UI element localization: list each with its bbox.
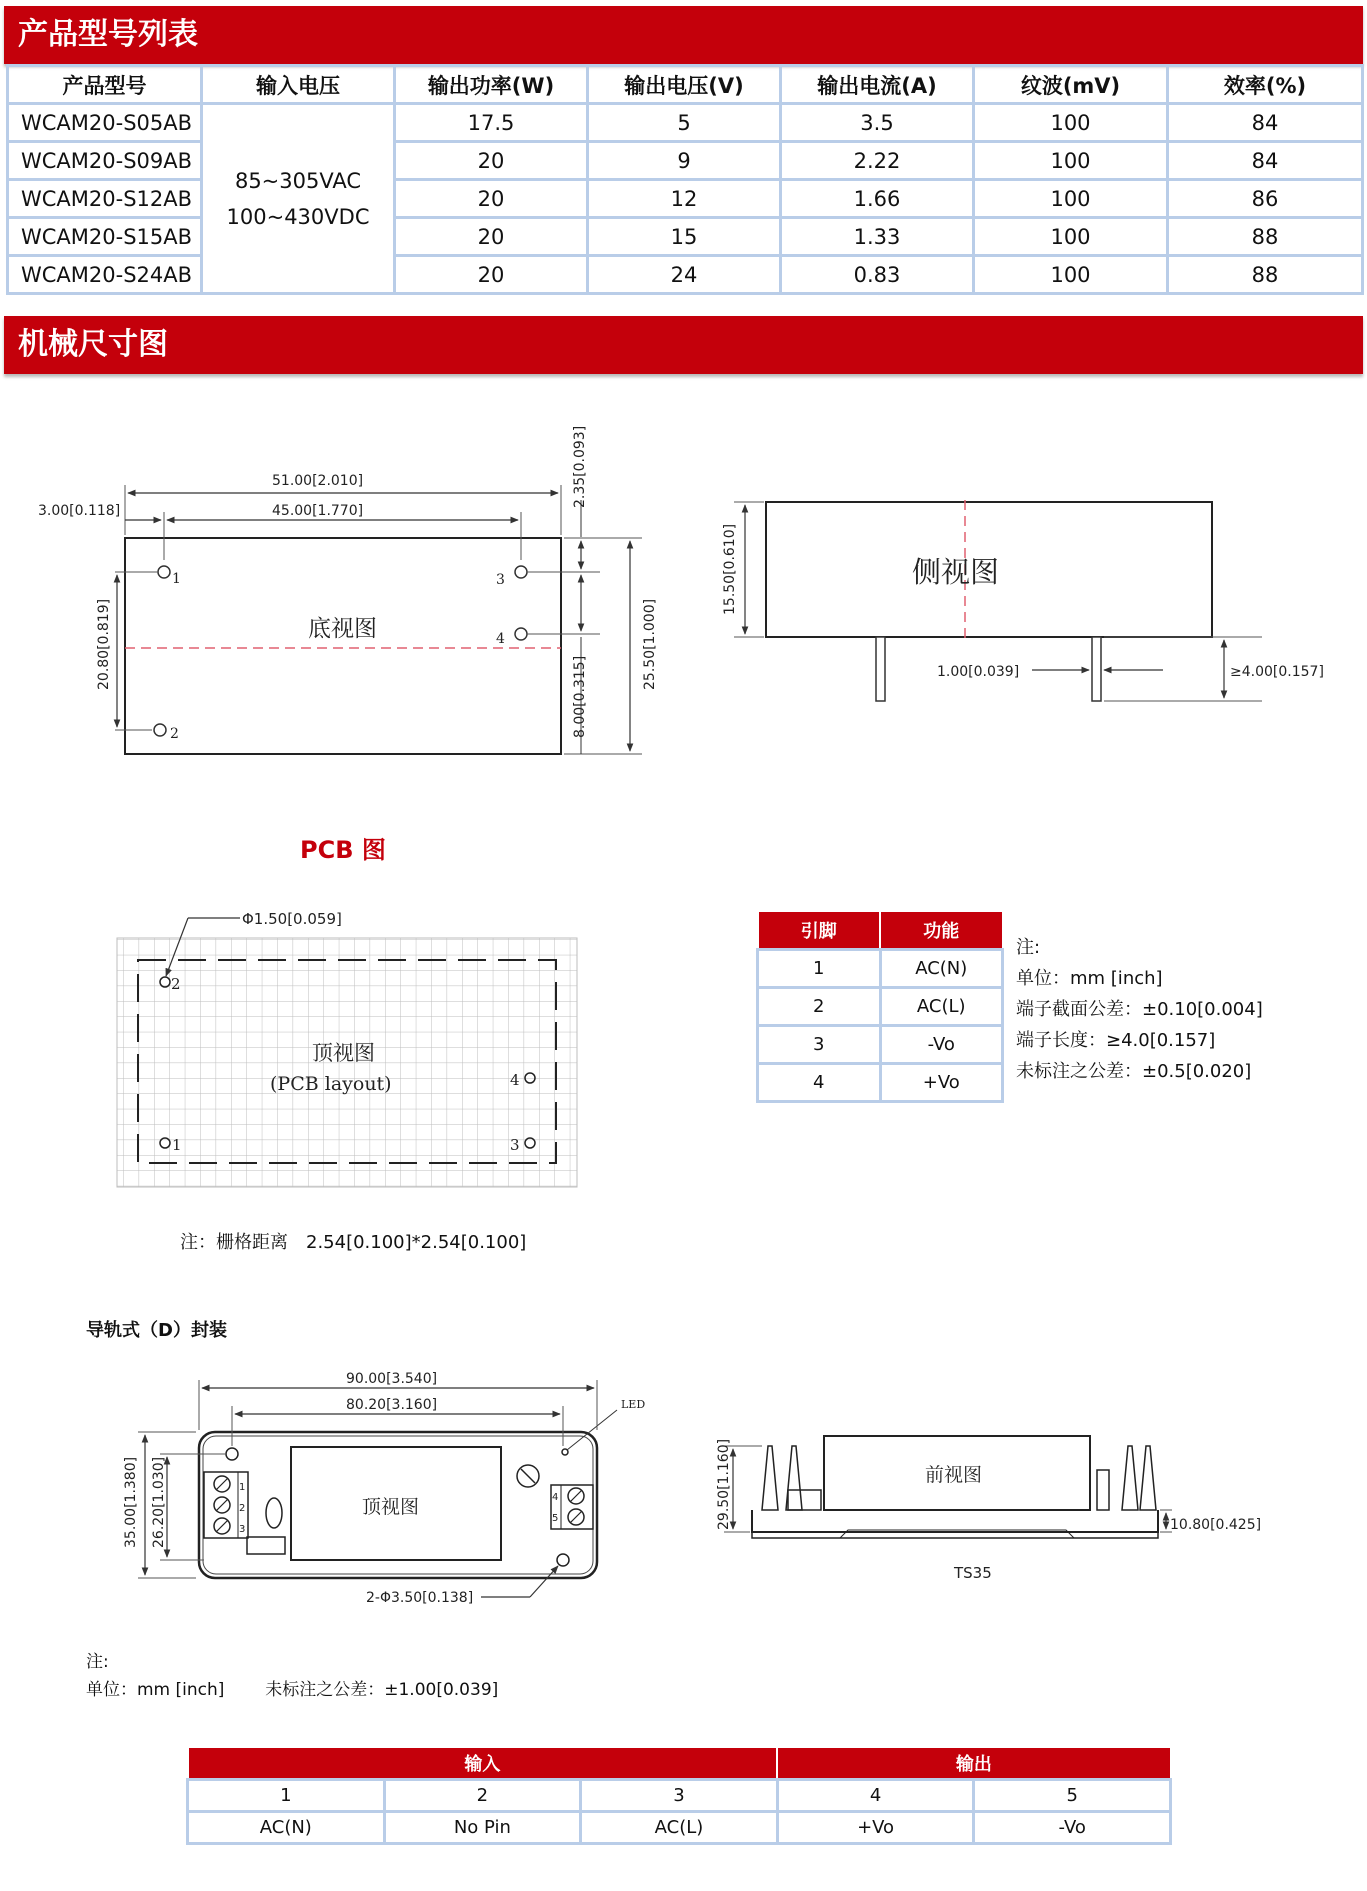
model-cell: WCAM20-S12AB xyxy=(8,180,202,218)
din-pin-table xyxy=(186,1746,1172,1845)
bottom-pin-2: 2 xyxy=(170,726,179,742)
dim-235: 2.35[0.093] xyxy=(572,425,588,508)
iout-cell: 1.66 xyxy=(781,180,974,218)
din-terminal-3: 3 xyxy=(239,1524,246,1535)
pcb-pin-4: 4 xyxy=(510,1071,520,1089)
pin-number: 2 xyxy=(758,987,881,1025)
header-input-voltage: 输入电压 xyxy=(202,66,395,104)
header-model: 产品型号 xyxy=(8,66,202,104)
dim-800: 8.00[0.315] xyxy=(572,655,588,738)
efficiency-cell: 88 xyxy=(1168,218,1363,256)
header-efficiency: 效率(%) xyxy=(1168,66,1363,104)
din-notes-tolerance: 未标注之公差：±1.00[0.039] xyxy=(265,1680,499,1700)
vout-cell: 15 xyxy=(588,218,781,256)
model-cell: WCAM20-S15AB xyxy=(8,218,202,256)
header-ripple: 纹波(mV) xyxy=(974,66,1168,104)
header-pin: 引脚 xyxy=(758,911,881,949)
header-output-power: 输出功率(W) xyxy=(395,66,588,104)
led-label: LED xyxy=(621,1398,646,1411)
dim-45: 45.00[1.770] xyxy=(272,503,364,519)
pin-function: -Vo xyxy=(880,1025,1003,1063)
dim-51: 51.00[2.010] xyxy=(272,473,364,489)
din-notes-block xyxy=(86,1648,498,1704)
din-header-row xyxy=(188,1747,1171,1779)
din-pin-number: 1 xyxy=(188,1779,385,1811)
din-pin-number: 2 xyxy=(384,1779,581,1811)
power-cell: 20 xyxy=(395,142,588,180)
table-row xyxy=(188,1811,1171,1843)
din-pin-number: 5 xyxy=(974,1779,1171,1811)
efficiency-cell: 84 xyxy=(1168,142,1363,180)
pcb-pin-1: 1 xyxy=(172,1136,182,1154)
notes-title: 注: xyxy=(1016,937,1041,958)
pin-number: 4 xyxy=(758,1063,881,1101)
iout-cell: 3.5 xyxy=(781,104,974,142)
din-pin-function: No Pin xyxy=(384,1811,581,1843)
efficiency-cell: 86 xyxy=(1168,180,1363,218)
pcb-pin-3: 3 xyxy=(510,1136,520,1154)
din-terminal-5: 5 xyxy=(552,1513,559,1524)
side-view-label: 侧视图 xyxy=(912,555,1000,589)
iout-cell: 1.33 xyxy=(781,218,974,256)
din-dim-35: 35.00[1.380] xyxy=(123,1456,139,1548)
mechanical-section-header: 机械尺寸图 xyxy=(4,316,1363,374)
bottom-view-drawing xyxy=(38,426,658,754)
din-top-label: 顶视图 xyxy=(362,1496,420,1518)
power-cell: 20 xyxy=(395,180,588,218)
input-voltage-ac: 85~305VAC xyxy=(234,168,362,193)
din-dim-262: 26.20[1.030] xyxy=(151,1456,167,1548)
din-dim-108: 10.80[0.425] xyxy=(1170,1517,1262,1533)
bottom-pin-3: 3 xyxy=(496,572,505,588)
power-cell: 20 xyxy=(395,256,588,294)
pin-function-table xyxy=(756,910,1004,1103)
dim-1550: 15.50[0.610] xyxy=(722,523,738,615)
dim-2080: 20.80[0.819] xyxy=(96,598,112,690)
table-row xyxy=(758,949,1003,987)
side-view-drawing xyxy=(722,500,1324,701)
efficiency-cell: 84 xyxy=(1168,104,1363,142)
table-row xyxy=(188,1779,1171,1811)
model-cell: WCAM20-S24AB xyxy=(8,256,202,294)
pin-header-row xyxy=(758,911,1003,949)
header-input-group: 输入 xyxy=(188,1747,778,1779)
header-output-voltage: 输出电压(V) xyxy=(588,66,781,104)
grid-note: 注：栅格距离 2.54[0.100]*2.54[0.100] xyxy=(180,1232,527,1253)
vout-cell: 12 xyxy=(588,180,781,218)
notes-pin-section-tolerance: 端子截面公差：±0.10[0.004] xyxy=(1016,999,1263,1020)
pcb-layout-drawing xyxy=(117,910,577,1187)
din-pin-function: +Vo xyxy=(777,1811,974,1843)
model-cell: WCAM20-S09AB xyxy=(8,142,202,180)
iout-cell: 2.22 xyxy=(781,142,974,180)
notes-pin-length: 端子长度：≥4.0[0.157] xyxy=(1016,1030,1216,1051)
din-terminal-4: 4 xyxy=(552,1492,559,1503)
bottom-view-label: 底视图 xyxy=(308,616,377,642)
pcb-view-sublabel: (PCB layout) xyxy=(270,1073,392,1095)
din-package-title: 导轨式（D）封装 xyxy=(86,1320,227,1341)
pin-number: 3 xyxy=(758,1025,881,1063)
din-pin-number: 3 xyxy=(581,1779,778,1811)
header-output-group: 输出 xyxy=(777,1747,1170,1779)
pcb-pin-2: 2 xyxy=(171,975,181,993)
pin-function: AC(N) xyxy=(880,949,1003,987)
power-cell: 17.5 xyxy=(395,104,588,142)
vout-cell: 9 xyxy=(588,142,781,180)
dim-100: 1.00[0.039] xyxy=(937,664,1020,680)
din-top-view-drawing xyxy=(123,1371,645,1606)
din-holes-dim: 2-Φ3.50[0.138] xyxy=(366,1590,474,1606)
ripple-cell: 100 xyxy=(974,104,1168,142)
din-dim-295: 29.50[1.160] xyxy=(716,1438,732,1530)
pcb-title: PCB 图 xyxy=(300,836,386,864)
header-function: 功能 xyxy=(880,911,1003,949)
pin-number: 1 xyxy=(758,949,881,987)
din-front-view-drawing xyxy=(716,1436,1261,1582)
din-notes-title: 注: xyxy=(86,1652,109,1672)
table-row xyxy=(758,1063,1003,1101)
ripple-cell: 100 xyxy=(974,218,1168,256)
efficiency-cell: 88 xyxy=(1168,256,1363,294)
din-pin-function: -Vo xyxy=(974,1811,1171,1843)
power-cell: 20 xyxy=(395,218,588,256)
dim-400: ≥4.00[0.157] xyxy=(1230,664,1324,680)
header-output-current: 输出电流(A) xyxy=(781,66,974,104)
din-pin-number: 4 xyxy=(777,1779,974,1811)
din-dim-90: 90.00[3.540] xyxy=(346,1371,438,1387)
model-cell: WCAM20-S05AB xyxy=(8,104,202,142)
dim-2550: 25.50[1.000] xyxy=(642,598,658,690)
models-section-header: 产品型号列表 xyxy=(4,6,1363,64)
notes-block xyxy=(1016,932,1263,1087)
table-row xyxy=(758,1025,1003,1063)
pin-function: AC(L) xyxy=(880,987,1003,1025)
din-notes-unit: 单位：mm [inch] xyxy=(86,1680,225,1700)
iout-cell: 0.83 xyxy=(781,256,974,294)
notes-unit: 单位：mm [inch] xyxy=(1016,968,1163,989)
ripple-cell: 100 xyxy=(974,180,1168,218)
input-voltage-dc: 100~430VDC xyxy=(226,204,370,229)
table-row xyxy=(758,987,1003,1025)
bottom-pin-1: 1 xyxy=(172,571,181,587)
vout-cell: 24 xyxy=(588,256,781,294)
notes-general-tolerance: 未标注之公差：±0.5[0.020] xyxy=(1016,1061,1252,1082)
din-front-label: 前视图 xyxy=(925,1464,983,1486)
din-terminal-1: 1 xyxy=(239,1482,246,1493)
din-dim-802: 80.20[3.160] xyxy=(346,1397,438,1413)
dim-3: 3.00[0.118] xyxy=(38,503,121,519)
pcb-view-label: 顶视图 xyxy=(312,1041,375,1065)
ripple-cell: 100 xyxy=(974,142,1168,180)
din-rail-label: TS35 xyxy=(954,1564,992,1582)
vout-cell: 5 xyxy=(588,104,781,142)
din-notes-line xyxy=(86,1676,498,1704)
din-pin-function: AC(N) xyxy=(188,1811,385,1843)
bottom-pin-4: 4 xyxy=(496,631,505,647)
pcb-hole-dim: Φ1.50[0.059] xyxy=(242,910,342,928)
din-pin-function: AC(L) xyxy=(581,1811,778,1843)
ripple-cell: 100 xyxy=(974,256,1168,294)
pin-function: +Vo xyxy=(880,1063,1003,1101)
din-terminal-2: 2 xyxy=(239,1503,246,1514)
